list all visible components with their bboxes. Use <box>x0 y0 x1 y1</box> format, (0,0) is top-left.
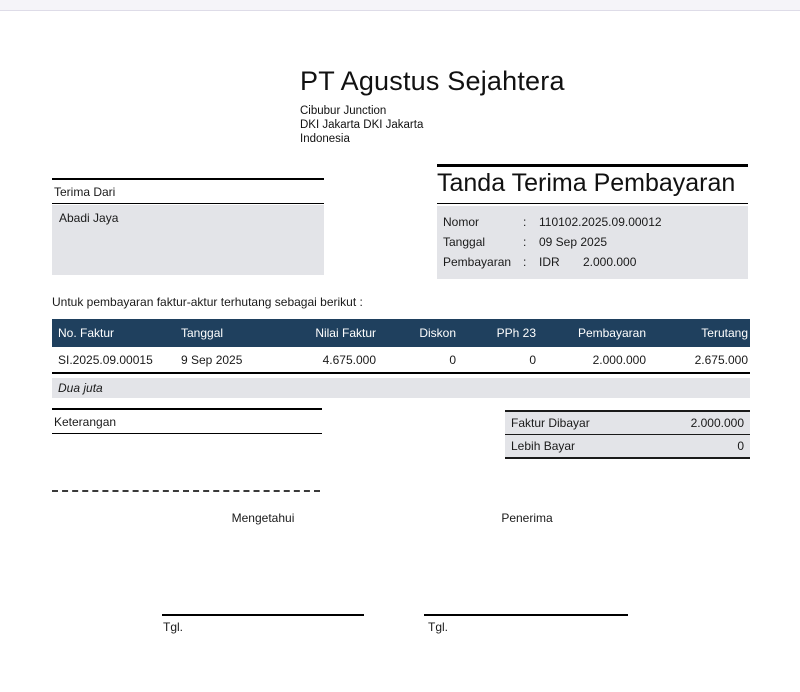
receipt-payment-row <box>443 252 742 272</box>
company-address-line3: Indonesia <box>300 133 350 145</box>
cut-dashed-line <box>52 490 320 492</box>
cell-terutang: 2.675.000 <box>694 352 748 367</box>
cell-no-faktur: SI.2025.09.00015 <box>58 352 153 367</box>
penerima-date-label: Tgl. <box>428 620 449 634</box>
receipt-info-box <box>437 206 748 279</box>
cell-pembayaran: 2.000.000 <box>592 352 646 367</box>
company-address-line2: DKI Jakarta DKI Jakarta <box>300 119 424 131</box>
terima-dari-section <box>52 178 324 275</box>
col-header-pembayaran: Pembayaran <box>538 319 648 347</box>
col-header-tanggal: Tanggal <box>175 319 278 347</box>
receipt-date-label: Tanggal <box>443 235 486 249</box>
receipt-payment-separator: : <box>523 255 527 269</box>
receipt-number-separator: : <box>523 215 527 229</box>
receipt-number-row <box>443 212 742 232</box>
invoice-table-section <box>52 319 750 398</box>
payment-summary-box <box>505 410 750 459</box>
mengetahui-label: Mengetahui <box>231 511 295 525</box>
faktur-dibayar-value: 2.000.000 <box>690 416 744 430</box>
cell-diskon: 0 <box>449 352 456 367</box>
invoice-table-row <box>52 347 750 373</box>
penerima-label: Penerima <box>501 511 553 525</box>
lebih-bayar-label: Lebih Bayar <box>511 439 576 453</box>
faktur-dibayar-label: Faktur Dibayar <box>511 416 590 430</box>
col-header-nilai-faktur: Nilai Faktur <box>278 319 378 347</box>
penerima-signature-line <box>424 614 628 616</box>
cell-tanggal: 9 Sep 2025 <box>181 352 243 367</box>
receipt-date-value: 09 Sep 2025 <box>539 235 608 249</box>
cell-pph23: 0 <box>529 352 536 367</box>
document-title: Tanda Terima Pembayaran <box>437 167 748 204</box>
payer-name-box <box>52 205 324 275</box>
cell-nilai-faktur: 4.675.000 <box>322 352 376 367</box>
terima-dari-label: Terima Dari <box>52 180 324 204</box>
keterangan-label: Keterangan <box>52 410 322 434</box>
company-address <box>300 104 565 146</box>
mengetahui-signature-line <box>162 614 364 616</box>
mengetahui-date-label: Tgl. <box>163 620 184 634</box>
receipt-title-section <box>437 164 748 279</box>
page-top-strip <box>0 0 800 11</box>
receipt-number-label: Nomor <box>443 215 480 229</box>
invoice-table-header-row <box>52 319 750 347</box>
receipt-payment-currency: IDR <box>539 255 560 269</box>
intro-text: Untuk pembayaran faktur-aktur terhutang sebagai berikut : <box>52 295 363 309</box>
payer-name: Abadi Jaya <box>59 211 119 225</box>
lebih-bayar-value: 0 <box>737 439 744 453</box>
col-header-no-faktur: No. Faktur <box>52 319 175 347</box>
receipt-date-row <box>443 232 742 252</box>
summary-row-lebih-bayar <box>505 435 750 457</box>
summary-row-faktur-dibayar <box>505 412 750 435</box>
col-header-pph23: PPh 23 <box>458 319 538 347</box>
receipt-date-separator: : <box>523 235 527 249</box>
col-header-terutang: Terutang <box>648 319 750 347</box>
keterangan-section <box>52 408 322 434</box>
col-header-diskon: Diskon <box>378 319 458 347</box>
receipt-payment-label: Pembayaran <box>443 255 512 269</box>
company-name: PT Agustus Sejahtera <box>300 66 565 96</box>
amount-in-words: Dua juta <box>52 378 750 398</box>
invoice-table <box>52 319 750 374</box>
company-address-line1: Cibubur Junction <box>300 105 387 117</box>
company-header <box>300 66 565 146</box>
receipt-number-value: 110102.2025.09.00012 <box>539 215 662 229</box>
receipt-payment-amount: 2.000.000 <box>583 255 637 269</box>
